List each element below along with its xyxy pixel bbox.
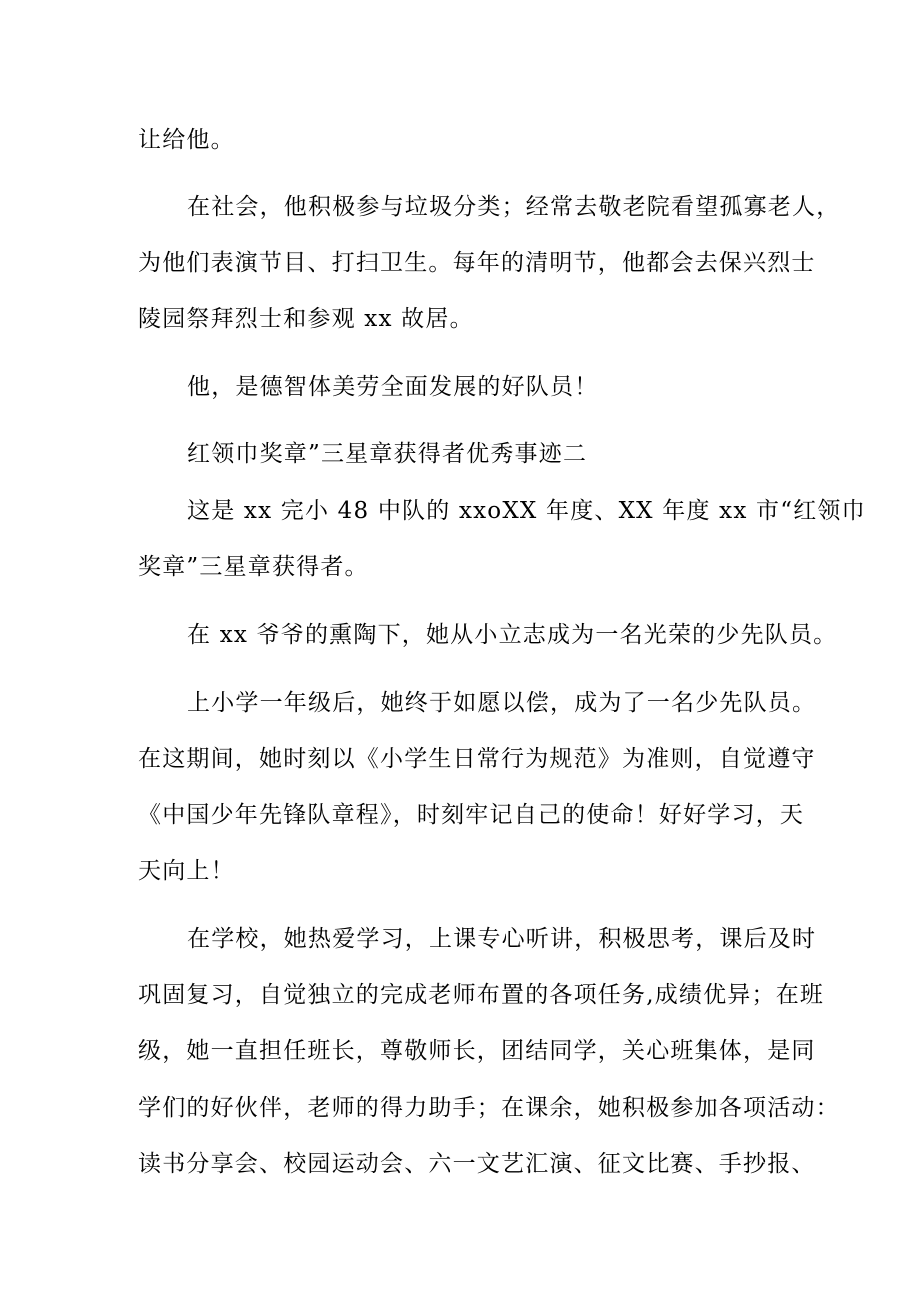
paragraph-line: 上小学一年级后，她终于如愿以偿，成为了一名少先队员。 — [187, 690, 817, 716]
paragraph-line: 这是 xx 完小 48 中队的 xxoXX 年度、XX 年度 xx 市“红领巾 — [187, 498, 866, 524]
paragraph-line: 在社会，他积极参与垃圾分类；经常去敬老院看望孤寡老人， — [187, 194, 841, 220]
paragraph-line: 在学校，她热爱学习，上课专心听讲，积极思考，课后及时 — [187, 926, 817, 952]
text-line: 《中国少年先锋队章程》，时刻牢记自己的使命！好好学习，天 — [138, 802, 805, 828]
text-line: 为他们表演节目、打扫卫生。每年的清明节，他都会去保兴烈士 — [138, 250, 816, 276]
text-line: 级，她一直担任班长，尊敬师长，团结同学，关心班集体，是同 — [138, 1038, 816, 1064]
text-line: 天向上！ — [138, 858, 235, 884]
text-line: 奖章”三星章获得者。 — [138, 554, 369, 580]
paragraph-line: 在 xx 爷爷的熏陶下，她从小立志成为一名光荣的少先队员。 — [187, 622, 838, 648]
text-line: 让给他。 — [138, 127, 235, 153]
text-line: 读书分享会、校园运动会、六一文艺汇演、征文比赛、手抄报、 — [138, 1151, 816, 1177]
section-heading: 红领巾奖章”三星章获得者优秀事迹二 — [187, 441, 588, 467]
text-line: 陵园祭拜烈士和参观 xx 故居。 — [138, 306, 474, 332]
text-line: 巩固复习，自觉独立的完成老师布置的各项任务,成绩优异；在班 — [138, 982, 825, 1008]
text-line: 在这期间，她时刻以《小学生日常行为规范》为准则，自觉遵守 — [138, 746, 816, 772]
paragraph-line: 他，是德智体美劳全面发展的好队员！ — [187, 374, 599, 400]
text-line: 学们的好伙伴，老师的得力助手；在课余，她积极参加各项活动： — [138, 1095, 840, 1121]
